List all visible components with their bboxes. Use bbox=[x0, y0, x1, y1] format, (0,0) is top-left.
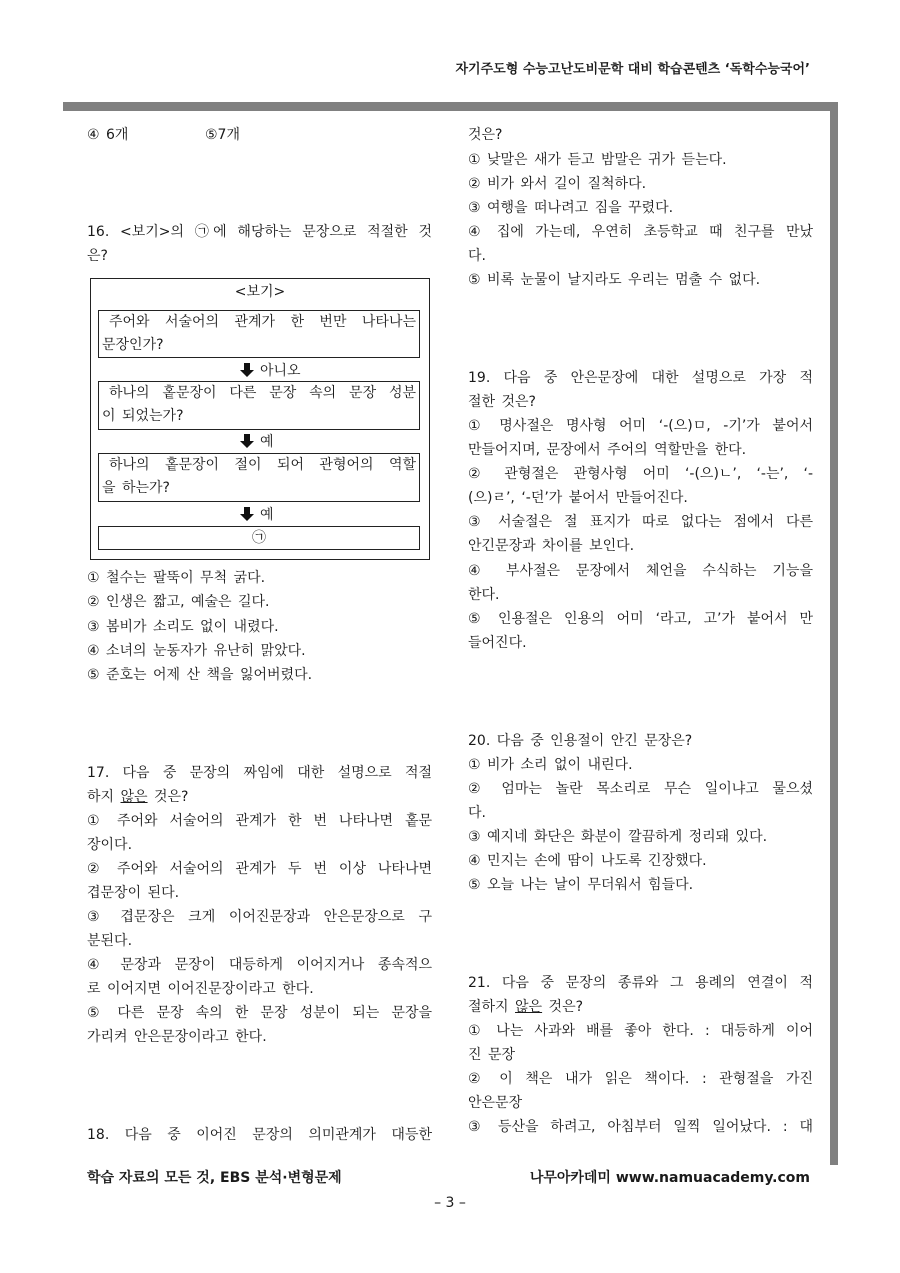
q19-option-1-line-1: ① 명사절은 명사형 어미 ‘-(으)ㅁ, -기’가 붙어서 bbox=[468, 418, 813, 434]
q18-stem-line-1: 18. 다음 중 이어진 문장의 의미관계가 대등한 bbox=[87, 1127, 432, 1143]
q20-stem: 20. 다음 중 인용절이 안긴 문장은? bbox=[468, 733, 693, 749]
q17-option-5-line-2: 가리켜 안은문장이라고 한다. bbox=[87, 1029, 267, 1045]
flow-step-1 bbox=[98, 310, 420, 358]
q19-option-2-line-1: ② 관형절은 관형사형 어미 ‘-(으)ㄴ’, ‘-는’, ‘- bbox=[468, 466, 813, 482]
footer-tagline: 학습 자료의 모든 것, EBS 분석·변형문제 bbox=[87, 1170, 342, 1186]
right-margin-rule bbox=[830, 102, 838, 1165]
q18-option-4-line-2: 다. bbox=[468, 248, 486, 264]
q17-option-2-line-2: 겹문장이 된다. bbox=[87, 885, 180, 901]
q18-option-2: ② 비가 와서 길이 질척하다. bbox=[468, 176, 647, 192]
header-title: 자기주도형 수능고난도비문학 대비 학습콘텐츠 ‘독학수능국어’ bbox=[455, 62, 810, 77]
down-arrow-icon bbox=[240, 507, 254, 521]
flow-arrow-3-label: 예 bbox=[260, 507, 274, 523]
q17-stem-text-post: 것은? bbox=[147, 789, 189, 805]
q21-option-1-line-2: 진 문장 bbox=[468, 1047, 516, 1063]
q18-option-1: ① 낮말은 새가 듣고 밤말은 귀가 듣는다. bbox=[468, 152, 727, 168]
q17-stem-line-1: 17. 다음 중 문장의 짜임에 대한 설명으로 적절 bbox=[87, 765, 432, 781]
q21-stem-text-post: 것은? bbox=[542, 999, 584, 1015]
q19-option-4-line-1: ④ 부사절은 문장에서 체언을 수식하는 기능을 bbox=[468, 563, 813, 579]
q19-option-5-line-2: 들어진다. bbox=[468, 635, 527, 651]
q17-option-1-line-1: ① 주어와 서술어의 관계가 한 번 나타나면 홑문 bbox=[87, 813, 432, 829]
q18-stem-line-2: 것은? bbox=[468, 127, 503, 143]
q15-option-4: ④ 6개 bbox=[87, 127, 129, 143]
q21-stem-text-pre: 절하지 bbox=[468, 999, 516, 1015]
q21-underlined-word: 않은 bbox=[515, 999, 543, 1015]
q21-option-1-line-1: ① 나는 사과와 배를 좋아 한다. : 대등하게 이어 bbox=[468, 1023, 813, 1039]
q16-option-1: ① 철수는 팔뚝이 무척 굵다. bbox=[87, 570, 266, 586]
flow-step-1-line-2: 문장인가? bbox=[102, 337, 164, 353]
flow-arrow-2-label: 예 bbox=[260, 434, 274, 450]
q20-option-2-line-1: ② 엄마는 놀란 목소리로 무슨 일이냐고 물으셨 bbox=[468, 781, 813, 797]
q19-option-1-line-2: 만들어지며, 문장에서 주어의 역할만을 한다. bbox=[468, 442, 747, 458]
q20-option-1: ① 비가 소리 없이 내린다. bbox=[468, 757, 633, 773]
q17-option-5-line-1: ⑤ 다른 문장 속의 한 문장 성분이 되는 문장을 bbox=[87, 1005, 432, 1021]
flow-step-2 bbox=[98, 381, 420, 430]
q17-option-3-line-2: 분된다. bbox=[87, 933, 133, 949]
q18-option-5: ⑤ 비록 눈물이 날지라도 우리는 멈출 수 없다. bbox=[468, 272, 761, 288]
q21-option-2-line-1: ② 이 책은 내가 읽은 책이다. : 관형절을 가진 bbox=[468, 1071, 813, 1087]
q16-option-4: ④ 소녀의 눈동자가 유난히 맑았다. bbox=[87, 643, 306, 659]
flow-step-2-line-1: 하나의 홑문장이 다른 문장 속의 문장 성분 bbox=[109, 385, 416, 401]
q18-option-3: ③ 여행을 떠나려고 짐을 꾸렸다. bbox=[468, 200, 674, 216]
q16-option-3: ③ 봄비가 소리도 없이 내렸다. bbox=[87, 619, 279, 635]
bogi-title: <보기> bbox=[234, 284, 286, 300]
q17-option-2-line-1: ② 주어와 서술어의 관계가 두 번 이상 나타나면 bbox=[87, 861, 432, 877]
q19-option-4-line-2: 한다. bbox=[468, 587, 500, 603]
q20-option-2-line-2: 다. bbox=[468, 805, 486, 821]
q20-option-4: ④ 민지는 손에 땀이 나도록 긴장했다. bbox=[468, 853, 707, 869]
q19-stem-line-2: 절한 것은? bbox=[468, 394, 536, 410]
q19-stem-line-1: 19. 다음 중 안은문장에 대한 설명으로 가장 적 bbox=[468, 370, 813, 386]
q17-stem-line-2 bbox=[87, 785, 432, 809]
q16-stem-line-2: 은? bbox=[87, 248, 108, 264]
flow-result-label: ㉠ bbox=[252, 530, 266, 546]
flow-arrow-3 bbox=[240, 502, 274, 526]
flow-arrow-1 bbox=[240, 358, 301, 382]
q19-option-2-line-2: (으)ㄹ’, ‘-던’가 붙어서 만들어진다. bbox=[468, 490, 688, 506]
flow-step-3 bbox=[98, 453, 420, 502]
footer-publisher: 나무아카데미 www.namuacademy.com bbox=[529, 1170, 810, 1186]
down-arrow-icon bbox=[240, 363, 254, 377]
header-rule bbox=[63, 102, 838, 111]
flow-arrow-2 bbox=[240, 429, 274, 453]
flow-step-3-line-1: 하나의 홑문장이 절이 되어 관형어의 역할 bbox=[109, 457, 416, 473]
q17-option-1-line-2: 장이다. bbox=[87, 837, 133, 853]
flow-arrow-1-label: 아니오 bbox=[260, 363, 301, 379]
q20-option-5: ⑤ 오늘 나는 날이 무더워서 힘들다. bbox=[468, 877, 694, 893]
q17-option-4-line-1: ④ 문장과 문장이 대등하게 이어지거나 종속적으 bbox=[87, 957, 432, 973]
flow-step-3-line-2: 을 하는가? bbox=[102, 480, 170, 496]
q16-stem-line-1: 16. <보기>의 ㉠에 해당하는 문장으로 적절한 것 bbox=[87, 224, 432, 240]
q21-stem-line-1: 21. 다음 중 문장의 종류와 그 용례의 연결이 적 bbox=[468, 975, 813, 991]
q17-underlined-word: 않은 bbox=[120, 789, 148, 805]
q16-option-5: ⑤ 준호는 어제 산 책을 잃어버렸다. bbox=[87, 667, 313, 683]
page-number: – 3 – bbox=[434, 1195, 466, 1211]
q21-option-2-line-2: 안은문장 bbox=[468, 1095, 523, 1111]
q21-stem-line-2 bbox=[468, 995, 813, 1019]
q19-option-3-line-2: 안긴문장과 차이를 보인다. bbox=[468, 538, 635, 554]
flow-result bbox=[98, 526, 420, 550]
q16-option-2: ② 인생은 짧고, 예술은 길다. bbox=[87, 594, 270, 610]
flow-step-1-line-1: 주어와 서술어의 관계가 한 번만 나타나는 bbox=[109, 314, 416, 330]
q17-option-4-line-2: 로 이어지면 이어진문장이라고 한다. bbox=[87, 981, 314, 997]
q18-option-4-line-1: ④ 집에 가는데, 우연히 초등학교 때 친구를 만났 bbox=[468, 224, 813, 240]
q19-option-3-line-1: ③ 서술절은 절 표지가 따로 없다는 점에서 다른 bbox=[468, 514, 813, 530]
q15-option-5: ⑤7개 bbox=[205, 127, 240, 143]
q21-option-3-line-1: ③ 등산을 하려고, 아침부터 일찍 일어났다. : 대 bbox=[468, 1119, 813, 1135]
down-arrow-icon bbox=[240, 434, 254, 448]
q17-option-3-line-1: ③ 겹문장은 크게 이어진문장과 안은문장으로 구 bbox=[87, 909, 432, 925]
q17-stem-text-pre: 하지 bbox=[87, 789, 121, 805]
flow-step-2-line-2: 이 되었는가? bbox=[102, 408, 184, 424]
q19-option-5-line-1: ⑤ 인용절은 인용의 어미 ‘라고, 고’가 붙어서 만 bbox=[468, 611, 813, 627]
q20-option-3: ③ 예지네 화단은 화분이 깔끔하게 정리돼 있다. bbox=[468, 829, 768, 845]
